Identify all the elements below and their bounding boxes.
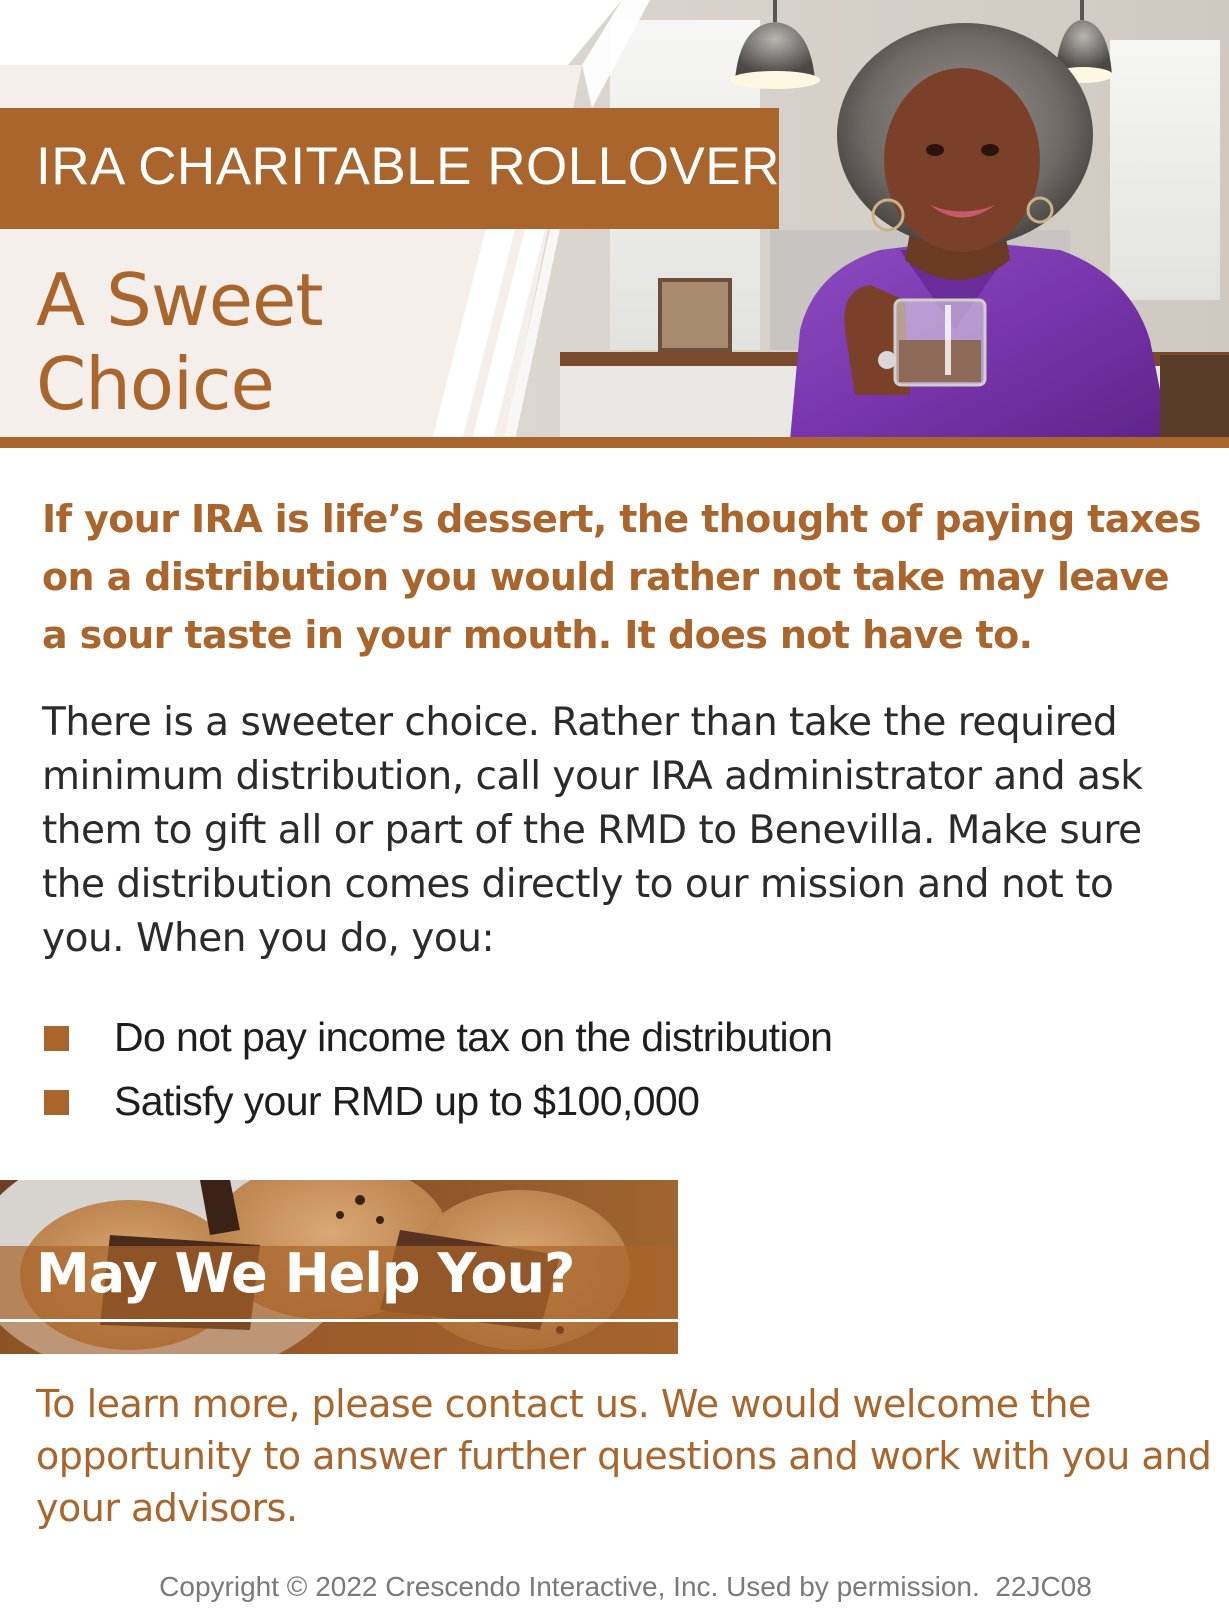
- body-paragraph: There is a sweeter choice. Rather than take the required minimum distribution, call your IRA administrator and ask them to gift all or part of the RMD to Benevilla. Make sure the distribution comes directly to our mission and not to you. When you do, you:: [42, 700, 1143, 961]
- title-line-2: Choice: [36, 342, 274, 426]
- page-title: [36, 258, 436, 426]
- benefits-list: [44, 1004, 1044, 1132]
- ribbon-label: IRA CHARITABLE ROLLOVER: [36, 137, 780, 196]
- list-item: [44, 1068, 1044, 1132]
- lead-paragraph: If your IRA is life’s dessert, the thought of paying taxes on a distribution you would rather not take may leave a sour taste in your mouth. It does not have to.: [42, 497, 1201, 657]
- list-item-text: Satisfy your RMD up to $100,000: [114, 1078, 700, 1124]
- list-item: [44, 1004, 1044, 1068]
- header-divider: [0, 437, 1229, 448]
- title-line-1: A Sweet: [36, 258, 323, 342]
- help-heading: May We Help You?: [36, 1242, 575, 1305]
- square-bullet-icon: [44, 1090, 69, 1115]
- square-bullet-icon: [44, 1026, 69, 1051]
- contact-paragraph: To learn more, please contact us. We would welcome the opportunity to answer further questions and work with you and your advisors.: [36, 1382, 1212, 1530]
- copyright-footer: Copyright © 2022 Crescendo Interactive, Inc. Used by permission. 22JC08: [159, 1571, 1092, 1602]
- list-item-text: Do not pay income tax on the distribution: [114, 1014, 833, 1060]
